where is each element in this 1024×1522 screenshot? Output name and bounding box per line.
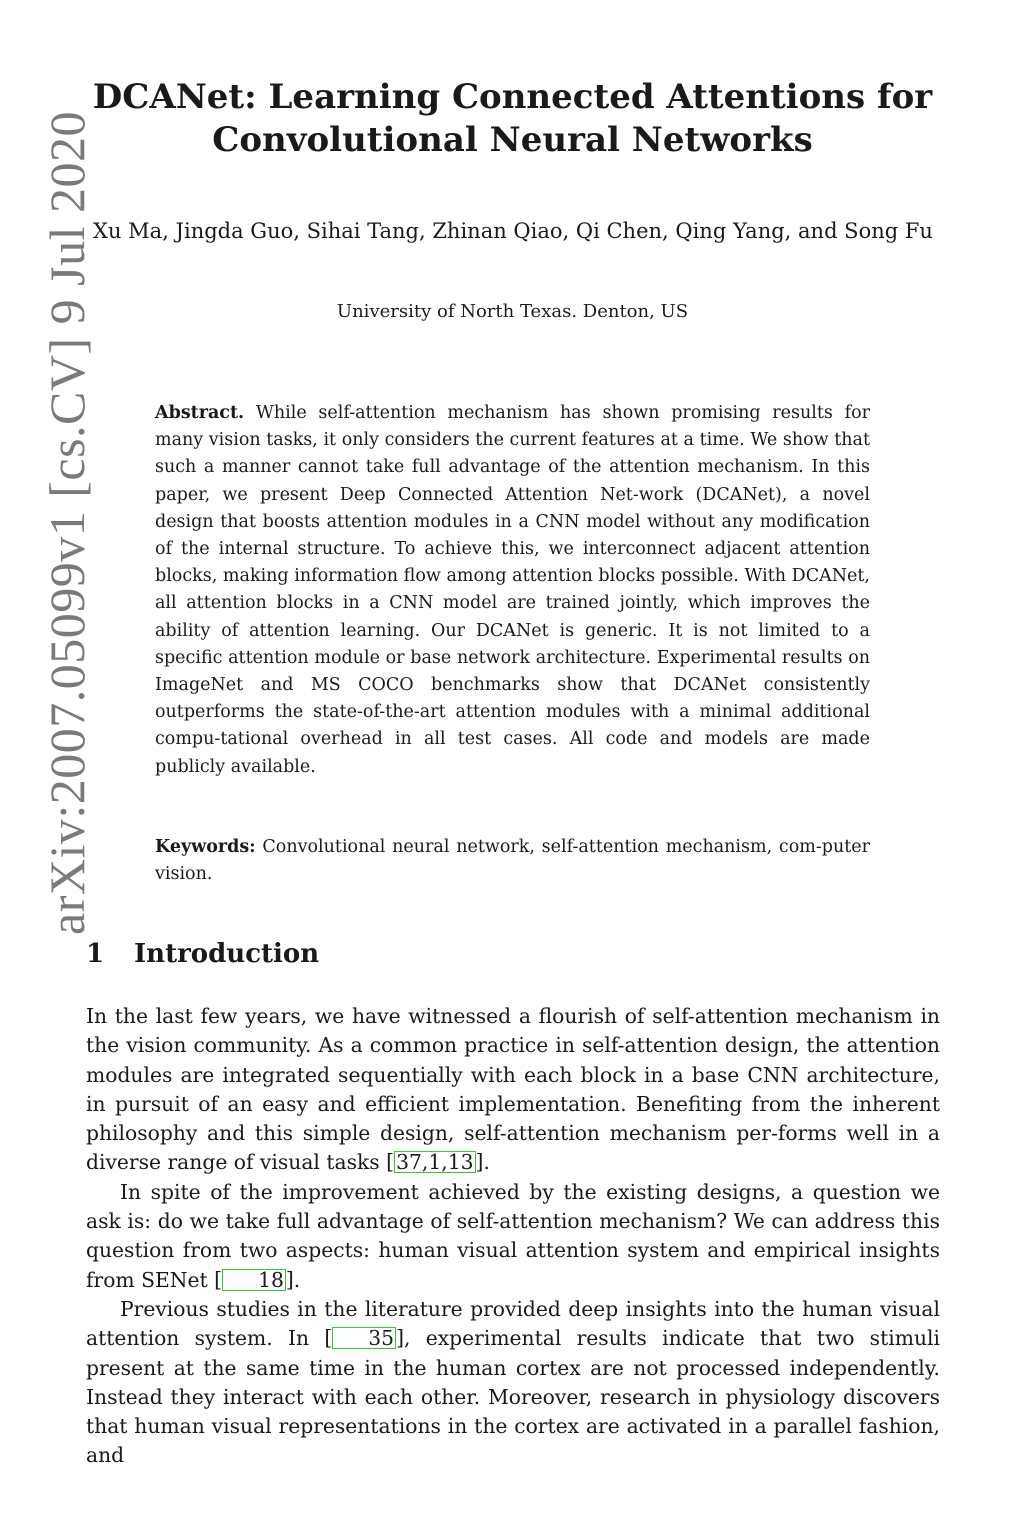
arxiv-identifier: arXiv:2007.05099v1 [cs.CV] 9 Jul 2020 [39,111,95,935]
keywords-text: Convolutional neural network, self-attention mechanism, com-puter vision. [155,837,870,885]
introduction-body [86,1002,940,1471]
paragraph-1-text: In the last few years, we have witnessed a flourish of self-attention mechanism in the vision community. As a common practice in self-attention design, the attention modules are integrated sequentially with each block in a base CNN architecture, in pursuit of an easy and efficient implementation. Benefiting from the inherent philosophy and this simple design, self-attention mechanism per-forms well in a diverse range of visual tasks [86,1004,940,1175]
affiliation: University of North Texas. Denton, US [336,301,689,322]
paper-title: DCANet: Learning Connected Attentions for Convolutional Neural Networks [92,77,933,160]
paragraph-2-end: . [293,1267,301,1292]
citation-link-35[interactable]: 35 [332,1327,396,1349]
citation-bracket-close: ] [475,1150,484,1175]
paragraph-2 [86,1178,940,1295]
section-number: 1 [86,939,105,969]
paragraph-2-text: In spite of the improvement achieved by the existing designs, a question we ask is: do we take full advantage of self-attention mechanism? We can address this question from two aspects: human visual attention system and empirical insights from SENet [86,1179,940,1292]
section-heading-introduction [86,936,319,972]
section-title: Introduction [134,939,320,969]
citation-link-37-1-13[interactable]: 37,1,13 [396,1150,474,1175]
keywords-label: Keywords: [155,837,256,857]
keywords [155,834,870,888]
citation-bracket-close: ] [285,1267,294,1292]
citation-bracket-open: [ [324,1326,333,1351]
paragraph-1-end: . [483,1150,490,1175]
paragraph-3 [86,1295,940,1471]
abstract-label: Abstract. [155,403,245,423]
paragraph-3-start: Previous studies in the literature provided deep insights into the human visual attention system. In [86,1296,940,1351]
author-list: Xu Ma, Jingda Guo, Sihai Tang, Zhinan Qiao, Qi Chen, Qing Yang, and Song Fu [93,219,933,243]
paragraph-3-text: , experimental results indicate that two stimuli present at the same time in the human cortex are not processed independently. Instead they interact with each other. Moreover, research in physiology discovers that human visual representations in the cortex are activated in a parallel fashion, and [86,1326,940,1468]
citation-bracket-open: [ [386,1150,395,1175]
abstract [155,400,870,781]
citation-bracket-open: [ [214,1267,223,1292]
citation-bracket-close: ] [396,1326,404,1351]
abstract-text: While self-attention mechanism has shown promising results for many vision tasks, it only considers the current features at a time. We show that such a manner cannot take full advantage of the attention mechanism. In this paper, we present Deep Connected Attention Net-work (DCANet), a novel design that boosts attention modules in a CNN model without any modification of the internal structure. To achieve this, we interconnect adjacent attention blocks, making information flow among attention blocks possible. With DCANet, all attention blocks in a CNN model are trained jointly, which improves the ability of attention learning. Our DCANet is generic. It is not limited to a specific attention module or base network architecture. Experimental results on ImageNet and MS COCO benchmarks show that DCANet consistently outperforms the state-of-the-art attention modules with a minimal additional compu-tational overhead in all test cases. All code and models are made publicly available. [155,403,870,777]
paragraph-1 [86,1002,940,1178]
citation-link-18[interactable]: 18 [222,1269,286,1291]
